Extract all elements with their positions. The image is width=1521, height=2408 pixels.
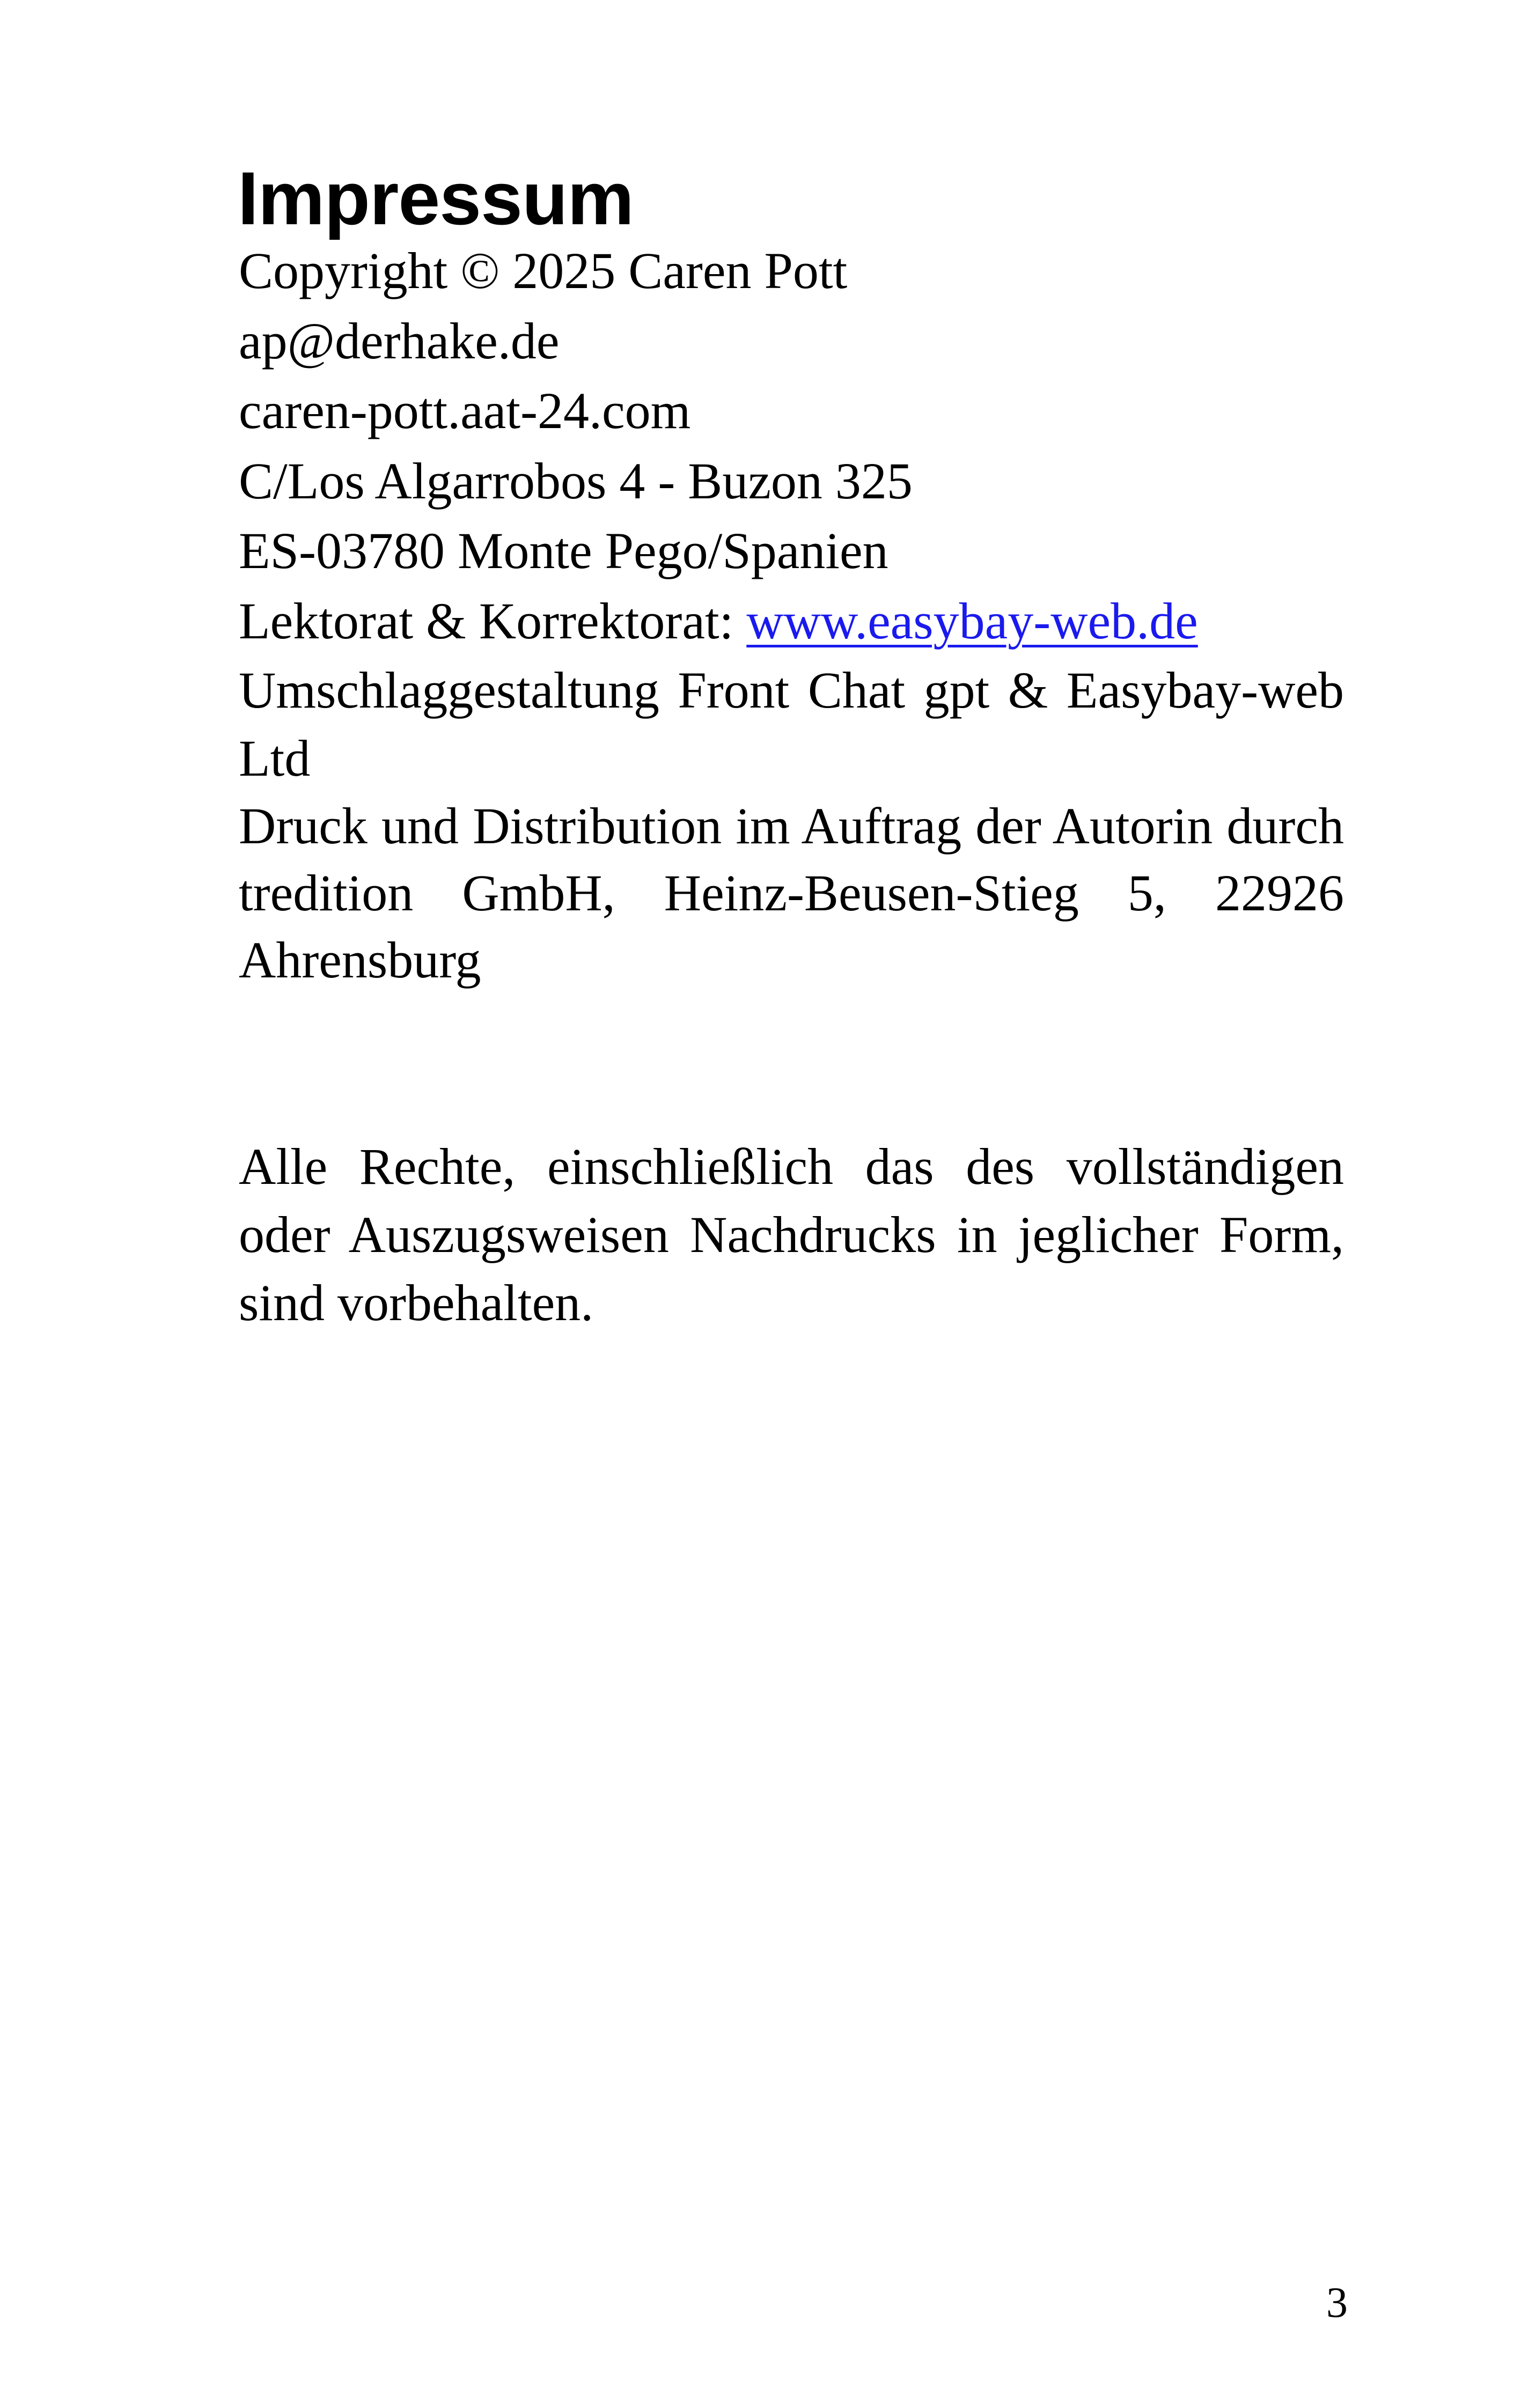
rights-paragraph: Alle Rechte, einschließlich das des vollständigen oder Auszugsweisen Nachdrucks in jeglicher Form, sind vorbehalten. — [239, 1138, 1344, 1331]
imprint-page — [239, 156, 1344, 1337]
cover-design-paragraph: Umschlaggestaltung Front Chat gpt & Easybay-web Ltd — [239, 661, 1344, 787]
lektorat-label: Lektorat & Korrektorat: — [239, 592, 747, 650]
email-line: ap@derhake.de — [239, 312, 560, 370]
page-title: Impressum — [238, 156, 634, 240]
website-line: caren-pott.aat-24.com — [239, 382, 691, 439]
lektorat-link[interactable]: www.easybay-web.de — [746, 592, 1198, 650]
copyright-line: Copyright © 2025 Caren Pott — [239, 242, 848, 299]
rights-block — [239, 1132, 1344, 1337]
page-number: 3 — [1326, 2279, 1348, 2326]
city-address-line: ES-03780 Monte Pego/Spanien — [239, 522, 888, 579]
distribution-paragraph: Druck und Distribution im Auftrag der Autorin durch tredition GmbH, Heinz-Beusen-Stieg 5, 22926 Ahrensburg — [239, 797, 1344, 989]
street-address-line: C/Los Algarrobos 4 - Buzon 325 — [239, 452, 913, 510]
lektorat-line — [239, 586, 1344, 657]
